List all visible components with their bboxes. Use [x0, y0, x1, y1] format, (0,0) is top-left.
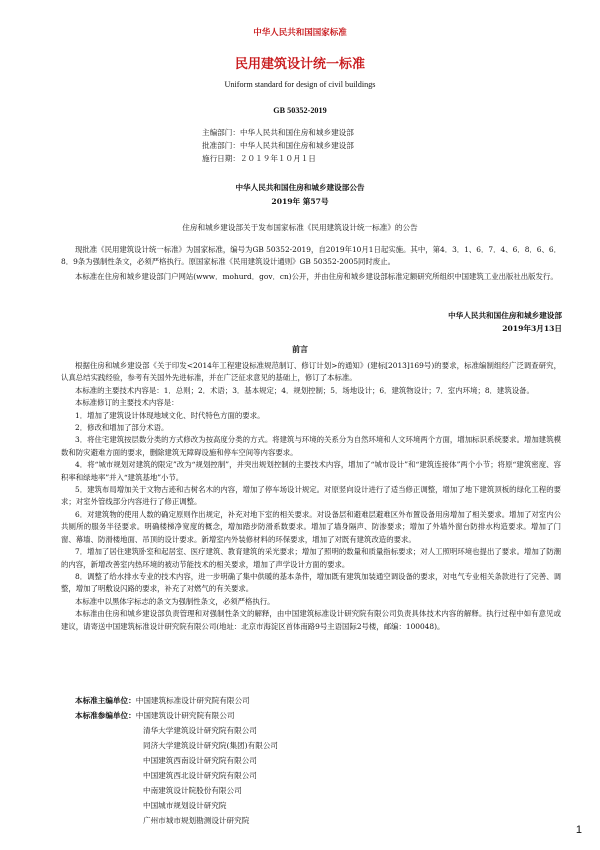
announcement-issuer: 中华人民共和国住房和城乡建设部公告 [235, 183, 365, 192]
participants-line [75, 710, 234, 722]
standard-code: GB 50352-2019 [273, 106, 327, 115]
signing-organization: 中华人民共和国住房和城乡建设部 [448, 311, 562, 320]
participant-unit: 同济大学建筑设计研究院(集团)有限公司 [143, 741, 279, 750]
foreword-paragraph: 1．增加了建筑设计体现地域文化、时代特色方面的要求。 [75, 410, 265, 420]
foreword-paragraph: 本标准修订的主要技术内容是： [75, 398, 179, 408]
foreword-paragraph: 本标准由住房和城乡建设部负责管理和对强制性条文的解释，由中国建筑标准设计研究院有限公司负责具体技术内容的解释。执行过程中如有意见或建议，请寄送中国建筑标准设计研究院有限公司(地址：北京市海淀区首体南路9号主语国际2号楼，邮编：100048)。 [61, 609, 561, 631]
participant-unit: 中南建筑设计院股份有限公司 [143, 786, 242, 795]
foreword-title: 前言 [292, 344, 308, 354]
participants-label: 本标准参编单位： [75, 711, 136, 720]
participant-unit: 中国建筑西南设计研究院有限公司 [143, 756, 257, 765]
foreword-body [61, 360, 561, 633]
foreword-paragraph: 4．将“城市规划对建筑的限定”改为“规划控制”，并突出规划控制的主要技术内容，增加了“城市设计”和“建筑连接体”两个小节；将原“建筑密度、容积率和绿地率”并入“建筑基地”小节。 [61, 460, 561, 482]
page-number: 1 [575, 824, 582, 836]
chief-editor-line [75, 695, 250, 707]
foreword-paragraph: 7．增加了居住建筑卧室和起居室、医疗建筑、教育建筑的采光要求；增加了照明的数量和质量指标要求；对人工照明环境也提出了要求。增加了防潮的内容，新增改善室内热环境的被动节能技术的相关要求，增加了声学设计方面的要求。 [61, 547, 561, 569]
announcement-number: 2019年 第57号 [271, 197, 329, 206]
announcement-subject: 住房和城乡建设部关于发布国家标准《民用建筑设计统一标准》的公告 [182, 223, 418, 232]
participant-unit: 中国建筑设计研究院有限公司 [135, 711, 235, 720]
foreword-paragraph: 本标准的主要技术内容是：1．总则；2．术语；3．基本规定；4．规划控制；5．场地设计；6．建筑物设计；7．室内环境；8．建筑设备。 [75, 385, 534, 395]
participant-unit: 清华大学建筑设计研究院有限公司 [143, 726, 257, 735]
chief-editor-label: 本标准主编单位： [75, 696, 136, 705]
participant-unit: 中国建筑西北设计研究院有限公司 [143, 771, 257, 780]
foreword-paragraph: 8．调整了给水排水专业的技术内容，进一步明确了集中供暖的基本条件，增加既有建筑加装通空调设备的要求，对电气专业相关条款进行了完善、调整，增加了明敷设闪路的要求，补充了对燃气的有关要求。 [61, 571, 561, 594]
signing-date: 2019年3月13日 [502, 324, 562, 333]
foreword-paragraph: 5．建筑布局增加关于文物古迹和古树名木的内容，增加了停车场设计规定。对原竖向设计进行了适当修正调整，增加了地下建筑顶板的绿化工程的要求；对室外管线部分内容进行了修正调整。 [61, 485, 561, 507]
chief-editor-unit: 中国建筑标准设计研究院有限公司 [135, 696, 250, 705]
document-title: 民用建筑设计统一标准 [234, 57, 365, 72]
chief-department: 主编部门：中华人民共和国住房和城乡建设部 [202, 128, 354, 137]
participant-unit: 广州市城市规划勘测设计研究院 [143, 816, 250, 825]
effective-date: 施行日期：２０１９年１０月１日 [202, 154, 316, 163]
approval-department: 批准部门：中华人民共和国住房和城乡建设部 [202, 141, 354, 150]
foreword-paragraph: 根据住房和城乡建设部《关于印发<2014年工程建设标准规范制订、修订计划>的通知》(建标[2013]169号)的要求，标准编制组经广泛调查研究，认真总结实践经验，参考有关国外先进标准，并在广泛征求意见的基础上，修订了本标准。 [61, 361, 561, 383]
foreword-paragraph: 本标准中以黑体字标志的条文为强制性条文，必须严格执行。 [75, 596, 275, 606]
foreword-paragraph: 2．修改和增加了部分术语。 [75, 423, 169, 433]
announcement-paragraph: 现批准《民用建筑设计统一标准》为国家标准，编号为GB 50352-2019，自2019年10月1日起实施。其中，第4．3．1、6．7．4、6．8．6、6．8．9条为强制性条文，必须严格执行。原国家标准《民用建筑设计通则》GB 50352-2005同时废止。 [61, 245, 561, 267]
document-title-english: Uniform standard for design of civil buildings [224, 80, 376, 89]
foreword-paragraph: 3．将住宅建筑按层数分类的方式修改为按高度分类的方式。将建筑与环境的关系分为自然环境和人文环境两个方面，增加标识系统要求。增加建筑模数和防灾避难方面的要求，删除建筑无障碍设施和停车空间等内容要求。 [61, 435, 561, 457]
foreword-paragraph: 6．对建筑物的使用人数的确定原则作出规定，补充对地下室的相关要求。对设备层和避难层避难区外布置设备用房增加了相关要求。增加了对室内公共厕所的服务半径要求。明确楼梯净宽度的概念，增加踏步防滑系数要求。增加了墙身隔声、防渗要求；增加了外墙外窗台防排水构造要求。增加了门窗、幕墙、防滑楼地面、吊顶的设计要求。新增室内外装修材料的环保要求，增加了对既有建筑改造的要求。 [61, 509, 561, 544]
standard-series-header: 中华人民共和国国家标准 [253, 28, 347, 38]
announcement-paragraph: 本标准在住房和城乡建设部门户网站(www．mohurd．gov．cn)公开，并由住房和城乡建设部标准定额研究所组织中国建筑工业出版社出版发行。 [75, 272, 558, 281]
participant-unit: 中国城市规划设计研究院 [143, 801, 227, 810]
